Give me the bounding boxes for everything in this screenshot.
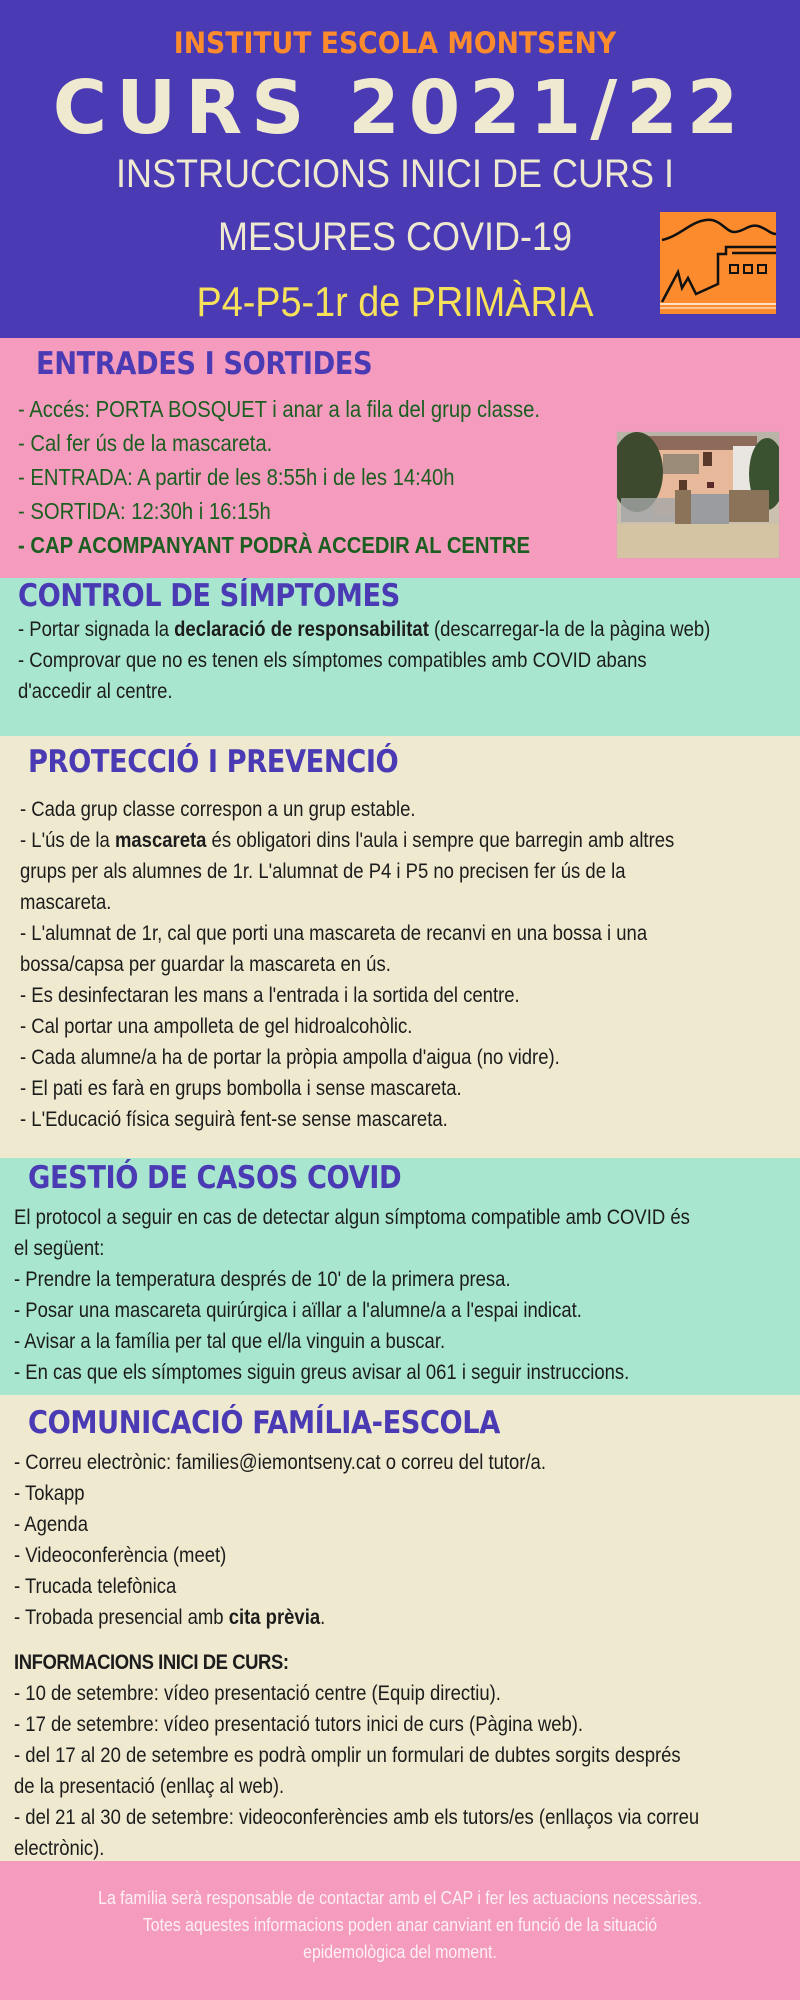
gestio-list: [14, 1202, 690, 1388]
level-title: P4-P5-1r de PRIMÀRIA: [196, 278, 594, 325]
list-item: - SORTIDA: 12:30h i 16:15h: [18, 498, 271, 524]
header-banner: [0, 0, 800, 338]
footer-text: [0, 1885, 800, 1966]
list-item: - ENTRADA: A partir de les 8:55h i de les 14:40h: [18, 464, 455, 490]
control-list: [18, 614, 710, 707]
section-title: COMUNICACIÓ FAMÍLIA-ESCOLA: [28, 1405, 500, 1441]
list-item: - Es desinfectaran les mans a l'entrada i la sortida del centre.: [20, 984, 520, 1007]
comunicacio-list: [14, 1447, 546, 1633]
list-item: - Cal fer ús de la mascareta.: [18, 430, 273, 456]
footer-line: epidemològica del moment.: [303, 1942, 497, 1962]
list-item: - Trucada telefònica: [14, 1575, 177, 1598]
subtitle-line-2: MESURES COVID-19: [217, 215, 573, 259]
list-item: el següent:: [14, 1237, 105, 1260]
footer-line: Totes aquestes informacions poden anar canviant en funció de la situació: [142, 1915, 658, 1935]
course-title: CURS 2021/22: [52, 65, 748, 151]
info-title: INFORMACIONS INICI DE CURS:: [14, 1651, 289, 1674]
list-item: d'accedir al centre.: [18, 680, 173, 703]
section-title: GESTIÓ DE CASOS COVID: [28, 1160, 402, 1196]
list-item: de la presentació (enllaç al web).: [14, 1775, 285, 1798]
list-item: - Agenda: [14, 1513, 88, 1536]
section-gestio-casos: [0, 1158, 800, 1395]
list-item: - 10 de setembre: vídeo presentació centre (Equip directiu).: [14, 1682, 501, 1705]
section-entrades-sortides: [0, 338, 800, 578]
list-item: - 17 de setembre: vídeo presentació tutors inici de curs (Pàgina web).: [14, 1713, 584, 1736]
list-item: - Prendre la temperatura després de 10' de la primera presa.: [14, 1268, 511, 1291]
list-item: mascareta.: [20, 891, 112, 914]
footer-line: La família serà responsable de contactar amb el CAP i fer les actuacions necessàries.: [98, 1888, 702, 1908]
list-item: - L'ús de la mascareta és obligatori dins l'aula i sempre que barregin amb altres: [20, 829, 675, 852]
footer-note: [0, 1861, 800, 2000]
entrades-list: [18, 392, 540, 562]
subtitle-line-1: INSTRUCCIONS INICI DE CURS I: [115, 152, 675, 196]
list-item: - En cas que els símptomes siguin greus avisar al 061 i seguir instruccions.: [14, 1361, 630, 1384]
list-item: - Cada grup classe correspon a un grup estable.: [20, 798, 416, 821]
informacions-inici-curs: [14, 1647, 699, 1864]
list-item: - Videoconferència (meet): [14, 1544, 227, 1567]
list-item: - L'Educació física seguirà fent-se sense mascareta.: [20, 1108, 448, 1131]
list-item: - Posar una mascareta quirúrgica i aïllar a l'alumne/a a l'espai indicat.: [14, 1299, 582, 1322]
list-item: - Cada alumne/a ha de portar la pròpia ampolla d'aigua (no vidre).: [20, 1046, 560, 1069]
list-item: - del 17 al 20 de setembre es podrà omplir un formulari de dubtes sorgits després: [14, 1744, 681, 1767]
list-item: - Comprovar que no es tenen els símptomes compatibles amb COVID abans: [18, 649, 647, 672]
list-item-email: - Correu electrònic: families@iemontseny.cat o correu del tutor/a.: [14, 1451, 546, 1474]
list-item: - Accés: PORTA BOSQUET i anar a la fila del grup classe.: [18, 396, 540, 422]
list-item: - Portar signada la declaració de responsabilitat (descarregar-la de la pàgina web): [18, 618, 711, 641]
list-item-warning: - CAP ACOMPANYANT PODRÀ ACCEDIR AL CENTRE: [18, 532, 531, 558]
list-item: - Tokapp: [14, 1482, 85, 1505]
section-title: ENTRADES I SORTIDES: [36, 346, 373, 382]
list-item: - L'alumnat de 1r, cal que porti una mascareta de recanvi en una bossa i una: [20, 922, 648, 945]
school-name: INSTITUT ESCOLA MONTSENY: [173, 26, 617, 60]
section-proteccio-prevencio: [0, 736, 800, 1158]
proteccio-list: [20, 794, 674, 1135]
list-item: electrònic).: [14, 1837, 105, 1860]
list-item: - El pati es farà en grups bombolla i sense mascareta.: [20, 1077, 462, 1100]
section-comunicacio: [0, 1395, 800, 1861]
list-item: - Avisar a la família per tal que el/la vinguin a buscar.: [14, 1330, 446, 1353]
list-item: - Cal portar una ampolleta de gel hidroalcohòlic.: [20, 1015, 413, 1038]
section-title: CONTROL DE SÍMPTOMES: [18, 578, 400, 614]
list-item: grups per als alumnes de 1r. L'alumnat de P4 i P5 no precisen fer ús de la: [20, 860, 626, 883]
school-entrance-photo: [616, 431, 780, 559]
section-control-simptomes: [0, 578, 800, 736]
section-title: PROTECCIÓ I PREVENCIÓ: [28, 744, 399, 780]
list-item: El protocol a seguir en cas de detectar algun símptoma compatible amb COVID és: [14, 1206, 690, 1229]
list-item: bossa/capsa per guardar la mascareta en ús.: [20, 953, 391, 976]
school-logo-icon: [660, 212, 776, 314]
list-item: - Trobada presencial amb cita prèvia.: [14, 1606, 326, 1629]
list-item: - del 21 al 30 de setembre: videoconferències amb els tutors/es (enllaços via correu: [14, 1806, 700, 1829]
